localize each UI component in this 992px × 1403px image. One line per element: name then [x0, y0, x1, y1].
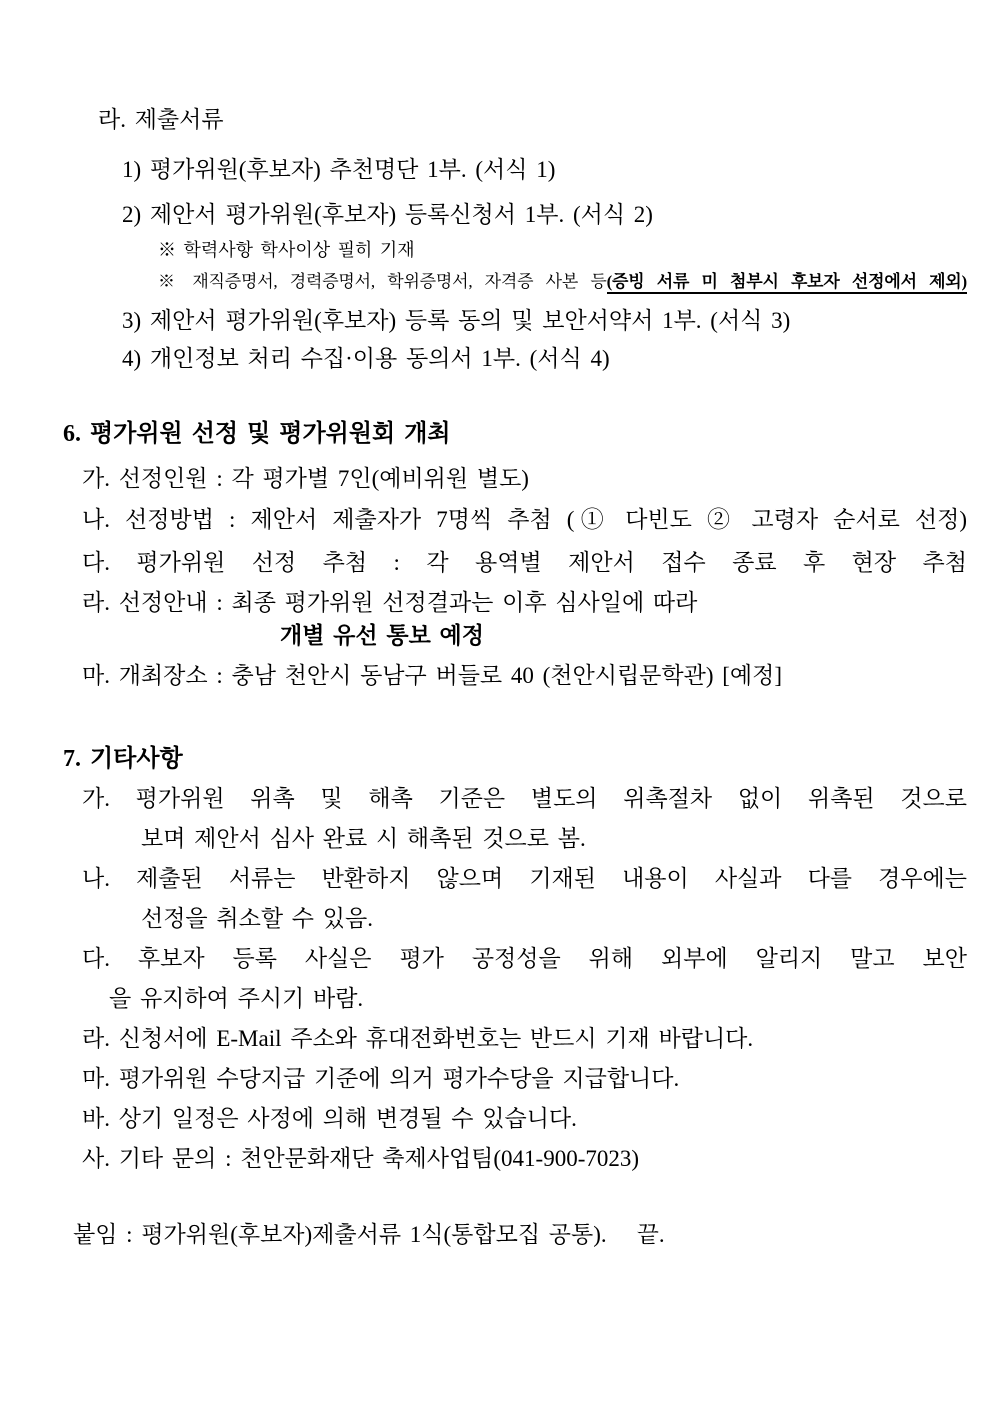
- section-7-item-no-return-line2: 선정을 취소할 수 있음.: [141, 906, 373, 931]
- section-7-item-contact: 사. 기타 문의 : 천안문화재단 축제사업팀(041-900-7023): [82, 1146, 640, 1171]
- section-6-item-notice-line2: 개별 유선 통보 예정: [280, 623, 484, 648]
- submission-item-3: 3) 제안서 평가위원(후보자) 등록 동의 및 보안서약서 1부. (서식 3): [122, 308, 791, 333]
- submission-item-2: 2) 제안서 평가위원(후보자) 등록신청서 1부. (서식 2): [122, 202, 653, 227]
- section-6-item-lottery: 다. 평가위원 선정 추첨 : 각 용역별 제안서 접수 종료 후 현장 추첨: [82, 550, 967, 575]
- section-7-item-allowance: 마. 평가위원 수당지급 기준에 의거 평가수당을 지급합니다.: [82, 1066, 680, 1091]
- submission-item-4: 4) 개인정보 처리 수집·이용 동의서 1부. (서식 4): [122, 346, 610, 371]
- attachment-text: 붙임 : 평가위원(후보자)제출서류 1식(통합모집 공통).: [73, 1222, 607, 1247]
- submission-heading: 라. 제출서류: [98, 107, 224, 132]
- section-7-item-no-return-line1: 나. 제출된 서류는 반환하지 않으며 기재된 내용이 사실과 다를 경우에는: [82, 866, 967, 891]
- section-6-heading: 6. 평가위원 선정 및 평가위원회 개최: [63, 421, 451, 447]
- section-6-item-selection-count: 가. 선정인원 : 각 평가별 7인(예비위원 별도): [82, 466, 529, 491]
- section-6-item-venue: 마. 개최장소 : 충남 천안시 동남구 버들로 40 (천안시립문학관) [예정]: [82, 663, 782, 688]
- section-7-item-confidentiality-line2: 을 유지하여 주시기 바람.: [109, 986, 364, 1011]
- section-7-item-appointment-line2: 보며 제안서 심사 완료 시 해촉된 것으로 봄.: [141, 826, 586, 851]
- note-certificates-warning: (증빙 서류 미 첨부시 후보자 선정에서 제외): [607, 272, 967, 294]
- section-7-item-schedule-change: 바. 상기 일정은 사정에 의해 변경될 수 있습니다.: [82, 1106, 577, 1131]
- section-7-item-appointment-line1: 가. 평가위원 위촉 및 해촉 기준은 별도의 위촉절차 없이 위촉된 것으로: [82, 786, 967, 811]
- section-7-heading: 7. 기타사항: [63, 746, 183, 772]
- end-mark: 끝.: [636, 1222, 665, 1247]
- attachment-line: [73, 1219, 967, 1251]
- submission-item-1: 1) 평가위원(후보자) 추천명단 1부. (서식 1): [122, 157, 556, 182]
- section-6-item-notice-line1: 라. 선정안내 : 최종 평가위원 선정결과는 이후 심사일에 따라: [82, 590, 698, 615]
- note-education-requirement: ※ 학력사항 학사이상 필히 기재: [158, 240, 415, 260]
- section-7-item-email-required: 라. 신청서에 E-Mail 주소와 휴대전화번호는 반드시 기재 바랍니다.: [82, 1026, 754, 1051]
- section-6-item-selection-method: 나. 선정방법 : 제안서 제출자가 7명씩 추첨 (① 다빈도 ② 고령자 순서로 선정): [82, 507, 967, 532]
- note-certificates-prefix: ※ 재직증명서, 경력증명서, 학위증명서, 자격증 사본 등: [158, 272, 607, 291]
- section-7-item-confidentiality-line1: 다. 후보자 등록 사실은 평가 공정성을 위해 외부에 알리지 말고 보안: [82, 946, 967, 971]
- note-certificates: [158, 269, 967, 295]
